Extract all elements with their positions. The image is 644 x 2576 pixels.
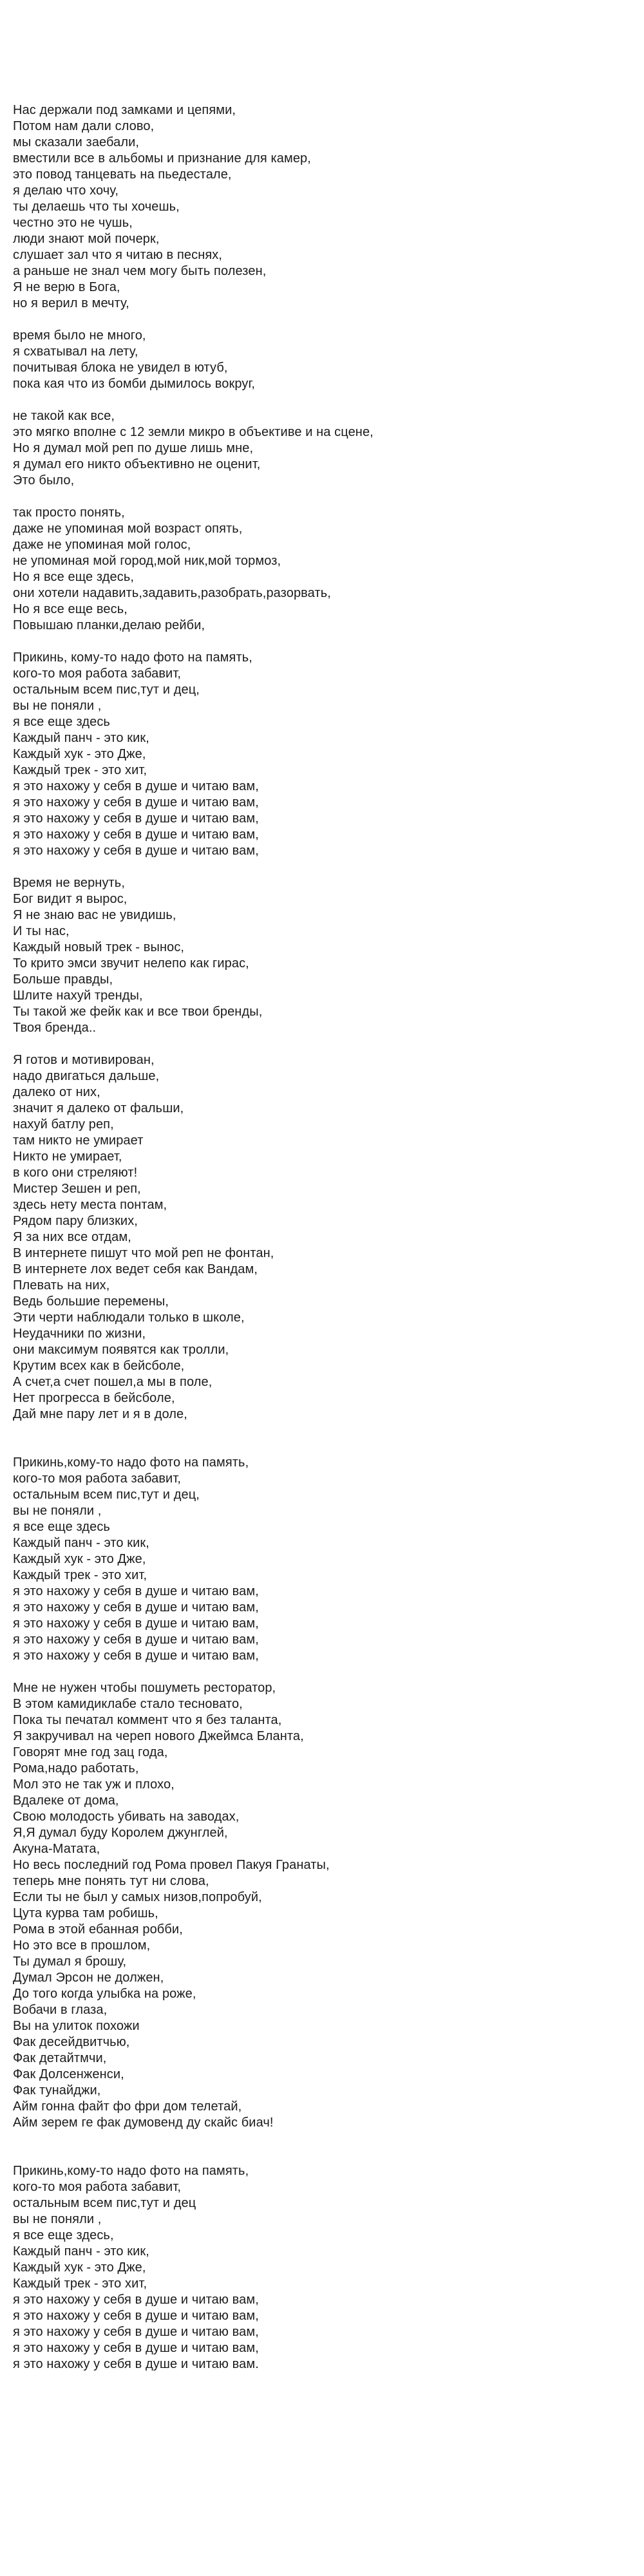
lyric-line: кого-то моя работа забавит, [13, 1472, 182, 1486]
lyric-line: Прикинь,кому-то надо фото на память, [13, 2164, 249, 2178]
lyric-line: Мне не нужен чтобы пошуметь ресторатор, [13, 1681, 276, 1695]
stanza-gap [13, 2131, 631, 2147]
lyric-line: Дай мне пару лет и я в доле, [13, 1407, 187, 1421]
lyric-line: Каждый трек - это хит, [13, 763, 147, 777]
lyric-line: там никто не умирает [13, 1133, 144, 1148]
lyric-line: слушает зал что я читаю в песнях, [13, 248, 223, 262]
lyric-line: Мистер Зешен и реп, [13, 1182, 141, 1196]
lyric-line: надо двигаться дальше, [13, 1069, 160, 1083]
lyric-line: Каждый новый трек - вынос, [13, 940, 185, 954]
lyric-line: вместили все в альбомы и признание для камер, [13, 151, 311, 166]
stanza-gap [13, 1036, 631, 1052]
lyric-line: Каждый панч - это кик, [13, 1536, 149, 1550]
lyrics-text [13, 102, 631, 2372]
lyric-line: не такой как все, [13, 409, 115, 423]
lyric-line: Повышаю планки,делаю рейби, [13, 618, 205, 632]
lyric-line: Время не вернуть, [13, 876, 125, 890]
lyric-line: Фак детайтмчи, [13, 2051, 107, 2065]
lyric-line: Я за них все отдам, [13, 1230, 131, 1244]
lyric-line: пока кая что из бомби дымилось вокруг, [13, 377, 256, 391]
lyric-line: кого-то моя работа забавит, [13, 2180, 182, 2194]
lyric-line: Я не верю в Бога, [13, 280, 120, 294]
lyric-line: я думал его никто объективно не оценит, [13, 457, 261, 471]
lyric-line: я это нахожу у себя в душе и читаю вам, [13, 844, 259, 858]
lyric-line: Крутим всех как в бейсболе, [13, 1359, 185, 1373]
lyric-line: даже не упоминая мой возраст опять, [13, 522, 243, 536]
lyric-line: Если ты не был у самых низов,попробуй, [13, 1890, 262, 1904]
lyric-line: я это нахожу у себя в душе и читаю вам, [13, 1633, 259, 1647]
lyric-line: Потом нам дали слово, [13, 119, 155, 133]
lyric-line: я это нахожу у себя в душе и читаю вам, [13, 2341, 259, 2355]
lyric-line: Цута курва там робишь, [13, 1906, 158, 1920]
stanza-gap [13, 2147, 631, 2163]
lyric-line: Вдалеке от дома, [13, 1794, 119, 1808]
lyric-line: я это нахожу у себя в душе и читаю вам, [13, 1600, 259, 1615]
lyric-line: Фак Долсенженси, [13, 2067, 124, 2081]
lyric-line: честно это не чушь, [13, 216, 133, 230]
lyric-line: Говорят мне год зац года, [13, 1745, 168, 1759]
lyric-line: Твоя бренда.. [13, 1021, 97, 1035]
lyric-line: В интернете лох ведет себя как Вандам, [13, 1262, 258, 1276]
lyric-line: я это нахожу у себя в душе и читаю вам, [13, 1649, 259, 1663]
lyric-line: А счет,а счет пошел,а мы в поле, [13, 1375, 213, 1389]
lyric-line: Ведь большие перемены, [13, 1294, 169, 1309]
lyric-line: Эти черти наблюдали только в школе, [13, 1311, 245, 1325]
stanza-gap [13, 859, 631, 875]
lyric-line: Но это все в прошлом, [13, 1938, 151, 1953]
lyric-line: Я не знаю вас не увидишь, [13, 908, 176, 922]
lyric-line: я это нахожу у себя в душе и читаю вам, [13, 779, 259, 793]
lyric-line: я это нахожу у себя в душе и читаю вам, [13, 1584, 259, 1598]
lyric-line: я это нахожу у себя в душе и читаю вам, [13, 811, 259, 826]
lyric-line: время было не много, [13, 328, 146, 343]
lyric-line: Больше правды, [13, 972, 113, 987]
lyric-line: Бог видит я вырос, [13, 892, 128, 906]
lyric-line: вы не поняли , [13, 1504, 102, 1518]
lyric-line: Но весь последний год Рома провел Пакуя Гранаты, [13, 1858, 330, 1872]
lyric-line: Рядом пару близких, [13, 1214, 138, 1228]
lyric-line: ты делаешь что ты хочешь, [13, 200, 180, 214]
lyric-line: я все еще здесь [13, 1520, 110, 1534]
lyric-line: Ты думал я брошу, [13, 1955, 127, 1969]
lyric-line: В интернете пишут что мой реп не фонтан, [13, 1246, 274, 1260]
lyric-line: остальным всем пис,тут и дец, [13, 683, 200, 697]
stanza-gap [13, 634, 631, 650]
stanza-gap [13, 489, 631, 505]
lyric-line: Акуна-Матата, [13, 1842, 100, 1856]
lyric-line: То крито эмси звучит нелепо как гирас, [13, 956, 249, 971]
lyric-line: Но я думал мой реп по душе лишь мне, [13, 441, 254, 455]
lyric-line: я это нахожу у себя в душе и читаю вам. [13, 2357, 259, 2371]
lyric-line: они максимум появятся как тролли, [13, 1343, 229, 1357]
lyric-line: Вобачи в глаза, [13, 2003, 108, 2017]
stanza-gap [13, 1664, 631, 1680]
lyric-line: Каждый трек - это хит, [13, 2277, 147, 2291]
lyric-line: далеко от них, [13, 1085, 100, 1099]
lyric-line: Каждый хук - это Дже, [13, 1552, 146, 1566]
lyric-line: До того когда улыбка на роже, [13, 1987, 196, 2001]
lyric-line: я это нахожу у себя в душе и читаю вам, [13, 2309, 259, 2323]
lyric-line: Каждый хук - это Дже, [13, 2260, 146, 2275]
lyric-line: Думал Эрсон не должен, [13, 1971, 164, 1985]
lyric-line: Фак десейдвитчью, [13, 2035, 130, 2049]
lyric-line: так просто понять, [13, 506, 125, 520]
lyric-line: я схватывал на лету, [13, 345, 138, 359]
lyric-line: Ты такой же фейк как и все твои бренды, [13, 1005, 263, 1019]
lyric-line: Но я все еще весь, [13, 602, 128, 616]
lyric-line: Айм гонна файт фо фри дом телетай, [13, 2099, 242, 2114]
lyric-line: Рома,надо работать, [13, 1761, 139, 1776]
lyric-line: Неудачники по жизни, [13, 1327, 146, 1341]
lyric-line: я это нахожу у себя в душе и читаю вам, [13, 828, 259, 842]
lyric-line: мы сказали заебали, [13, 135, 140, 149]
lyric-line: остальным всем пис,тут и дец, [13, 1488, 200, 1502]
lyric-line: я это нахожу у себя в душе и читаю вам, [13, 795, 259, 810]
lyric-line: Плевать на них, [13, 1278, 110, 1293]
lyric-line: Рома в этой ебанная робби, [13, 1922, 183, 1937]
lyric-line: нахуй батлу реп, [13, 1117, 114, 1132]
lyric-line: Никто не умирает, [13, 1150, 122, 1164]
lyric-line: я это нахожу у себя в душе и читаю вам, [13, 2325, 259, 2339]
lyric-line: И ты нас, [13, 924, 70, 938]
lyric-line: не упоминая мой город,мой ник,мой тормоз, [13, 554, 281, 568]
lyric-line: Каждый хук - это Дже, [13, 747, 146, 761]
lyric-line: Это было, [13, 473, 75, 488]
stanza-gap [13, 1439, 631, 1455]
lyric-line: Вы на улиток похожи [13, 2019, 140, 2033]
lyric-line: Каждый панч - это кик, [13, 2244, 149, 2259]
lyric-line: вы не поняли , [13, 2212, 102, 2226]
lyric-line: Но я все еще здесь, [13, 570, 135, 584]
lyric-line: я это нахожу у себя в душе и читаю вам, [13, 1616, 259, 1631]
lyric-line: Прикинь,кому-то надо фото на память, [13, 1455, 249, 1470]
lyric-line: Каждый панч - это кик, [13, 731, 149, 745]
lyric-line: Я закручивал на череп нового Джеймса Бланта, [13, 1729, 304, 1743]
lyric-line: Мол это не так уж и плохо, [13, 1777, 175, 1792]
lyric-line: даже не упоминая мой голос, [13, 538, 191, 552]
lyric-line: Нас держали под замками и цепями, [13, 103, 236, 117]
lyric-line: почитывая блока не увидел в ютуб, [13, 361, 228, 375]
stanza-gap [13, 1423, 631, 1439]
lyric-line: Я готов и мотивирован, [13, 1053, 155, 1067]
lyric-line: кого-то моя работа забавит, [13, 667, 182, 681]
lyric-line: это мягко вполне с 12 земли микро в объективе и на сцене, [13, 425, 374, 439]
lyric-line: это повод танцевать на пьедестале, [13, 167, 232, 182]
lyric-line: а раньше не знал чем могу быть полезен, [13, 264, 267, 278]
lyric-line: Айм зерем ге фак думовенд ду скайс биач! [13, 2116, 274, 2130]
stanza-gap [13, 312, 631, 328]
lyric-line: вы не поняли , [13, 699, 102, 713]
lyric-line: они хотели надавить,задавить,разобрать,разорвать, [13, 586, 331, 600]
lyric-line: Шлите нахуй тренды, [13, 989, 143, 1003]
lyric-line: Я,Я думал буду Королем джунглей, [13, 1826, 228, 1840]
stanza-gap [13, 392, 631, 408]
lyric-line: но я верил в мечту, [13, 296, 129, 310]
lyric-line: остальным всем пис,тут и дец [13, 2196, 196, 2210]
lyric-line: В этом камидиклабе стало тесновато, [13, 1697, 243, 1711]
lyric-line: люди знают мой почерк, [13, 232, 160, 246]
lyric-line: в кого они стреляют! [13, 1166, 138, 1180]
lyric-line: я это нахожу у себя в душе и читаю вам, [13, 2293, 259, 2307]
lyric-line: здесь нету места понтам, [13, 1198, 167, 1212]
lyric-line: Каждый трек - это хит, [13, 1568, 147, 1582]
lyric-line: Фак тунайджи, [13, 2083, 101, 2098]
lyric-line: я все еще здесь [13, 715, 110, 729]
lyric-line: Пока ты печатал коммент что я без таланта, [13, 1713, 282, 1727]
lyric-line: теперь мне понять тут ни слова, [13, 1874, 209, 1888]
lyric-line: я все еще здесь, [13, 2228, 114, 2242]
lyric-line: значит я далеко от фальши, [13, 1101, 184, 1115]
lyric-line: я делаю что хочу, [13, 184, 119, 198]
lyric-line: Свою молодость убивать на заводах, [13, 1810, 240, 1824]
lyric-line: Прикинь, кому-то надо фото на память, [13, 650, 252, 665]
lyric-line: Нет прогресса в бейсболе, [13, 1391, 175, 1405]
